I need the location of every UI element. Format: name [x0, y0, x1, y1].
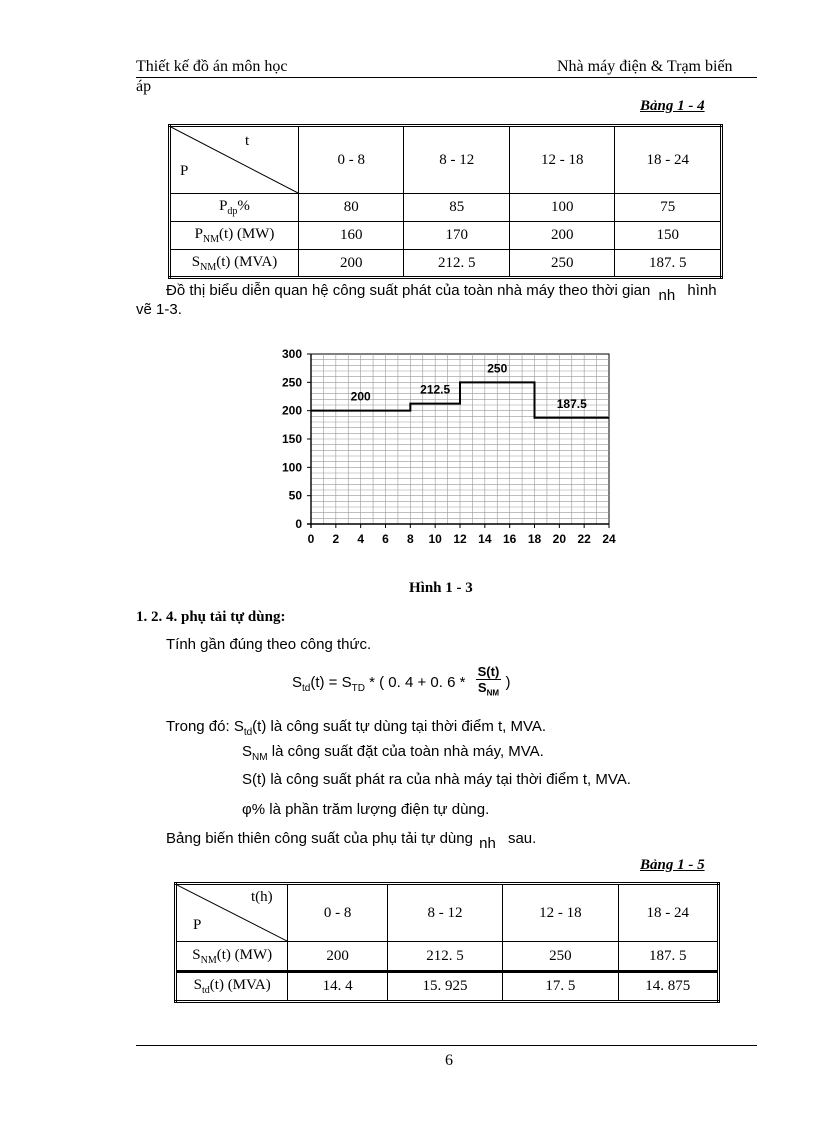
x-tick-label: 24	[602, 532, 616, 546]
x-tick-label: 14	[478, 532, 492, 546]
table5-col: 18 - 24	[618, 884, 718, 942]
where-line4: φ% là phần trăm lượng điện tự dùng.	[242, 801, 490, 818]
table5-col: 0 - 8	[288, 884, 387, 942]
where-line2: $S_{NM}$ là công suất đặt của toàn nhà máy, MVA.	[242, 743, 544, 763]
table-1-4	[168, 124, 723, 279]
where-line3: S(t) là công suất phát ra của nhà máy tại thời điểm t, MVA.	[242, 771, 631, 788]
data-label: 250	[487, 361, 508, 376]
table4-corner-t: t	[245, 133, 250, 149]
header-wrap: áp	[136, 78, 152, 95]
table5-cell: 200	[288, 942, 387, 972]
table4-cell: 75	[615, 194, 722, 222]
table4-cell: 187. 5	[615, 250, 722, 278]
table4-caption: Bảng 1 - 4	[640, 98, 705, 114]
table4-cell: 150	[615, 222, 722, 250]
table5-cell: 14. 4	[288, 972, 387, 1002]
table4-cell: 100	[509, 194, 614, 222]
data-label: 212.5	[420, 382, 451, 397]
x-tick-label: 0	[307, 532, 315, 546]
table4-corner	[170, 126, 299, 194]
table4-cell: 250	[509, 250, 614, 278]
table5-row-label: $S_{NM}(t)$ (MW)	[176, 942, 288, 972]
x-tick-label: 6	[382, 532, 389, 546]
table5-cell: 212. 5	[387, 942, 502, 972]
x-tick-label: 12	[453, 532, 467, 546]
table4-cell: 85	[404, 194, 510, 222]
header-rule	[136, 77, 757, 78]
table4-row-label: $P_{NM}(t)$ (MW)	[170, 222, 299, 250]
table4-col: 18 - 24	[615, 126, 722, 194]
table5-row-label: $S_{td}(t)$ (MVA)	[176, 972, 288, 1002]
x-tick-label: 22	[577, 532, 591, 546]
table4-cell: 80	[299, 194, 404, 222]
table4-cell: 160	[299, 222, 404, 250]
x-tick-label: 4	[357, 532, 365, 546]
x-tick-label: 10	[428, 532, 442, 546]
table4-col: 8 - 12	[404, 126, 510, 194]
x-tick-label: 20	[552, 532, 567, 546]
y-tick-label: 50	[288, 488, 302, 503]
section-intro: Tính gần đúng theo công thức.	[166, 636, 372, 653]
formula: $S_{td}(t) = S_{TD}$ * ( 0. 4 + 0. 6 * S(t) $S_{NM}$ )	[292, 664, 511, 698]
table4-row-label: $P_{dp}\%$	[170, 194, 299, 222]
table5-intro: Bảng biến thiên công suất của phụ tải tự dùng nh sau.	[166, 830, 537, 852]
table5-cell: 17. 5	[503, 972, 618, 1002]
table5-caption: Bảng 1 - 5	[640, 857, 705, 873]
paragraph-line1: Đồ thị biểu diễn quan hệ công suất phát của toàn nhà máy theo thời gian nh hình	[166, 282, 717, 304]
x-tick-label: 2	[332, 532, 340, 546]
table4-cell: 200	[509, 222, 614, 250]
page-number: 6	[445, 1052, 453, 1069]
y-tick-label: 0	[295, 517, 302, 531]
table5-col: 8 - 12	[387, 884, 502, 942]
table5-corner	[176, 884, 288, 942]
y-tick-label: 250	[281, 375, 302, 390]
where-line1: Trong đó: $S_{td}(t)$ là công suất tự dùng tại thời điểm t, MVA.	[166, 718, 547, 738]
x-tick-label: 16	[502, 532, 517, 546]
y-tick-label: 300	[281, 347, 302, 361]
table5-cell: 15. 925	[387, 972, 502, 1002]
step-chart	[270, 340, 630, 555]
table5-corner-p: P	[193, 917, 202, 933]
formula-numerator: S(t)	[477, 664, 500, 679]
data-label: 200	[350, 389, 371, 404]
formula-denominator: $S_{NM}$	[477, 680, 500, 698]
table5-corner-t: t(h)	[251, 889, 273, 905]
header-left: Thiết kế đồ án môn học	[136, 58, 288, 75]
table4-cell: 170	[404, 222, 510, 250]
y-tick-label: 200	[281, 403, 302, 418]
x-tick-label: 18	[527, 532, 542, 546]
table-1-5	[174, 882, 720, 1003]
table4-row-label: $S_{NM}(t)$ (MVA)	[170, 250, 299, 278]
table4-corner-p: P	[180, 163, 189, 179]
figure-caption: Hình 1 - 3	[409, 580, 473, 596]
y-tick-label: 100	[281, 460, 302, 475]
table4-cell: 200	[299, 250, 404, 278]
section-heading: 1. 2. 4. phụ tải tự dùng:	[136, 609, 286, 625]
table4-cell: 212. 5	[404, 250, 510, 278]
x-tick-label: 8	[406, 532, 414, 546]
table4-col: 0 - 8	[299, 126, 404, 194]
footer-rule	[136, 1045, 757, 1046]
table5-col: 12 - 18	[503, 884, 618, 942]
table4-col: 12 - 18	[509, 126, 614, 194]
data-label: 187.5	[556, 396, 587, 411]
header-right: Nhà máy điện & Trạm biến	[557, 58, 733, 75]
table5-cell: 14. 875	[618, 972, 718, 1002]
table5-cell: 187. 5	[618, 942, 718, 972]
y-tick-label: 150	[281, 432, 302, 446]
paragraph-line2: vẽ 1-3.	[136, 301, 182, 318]
table5-cell: 250	[503, 942, 618, 972]
